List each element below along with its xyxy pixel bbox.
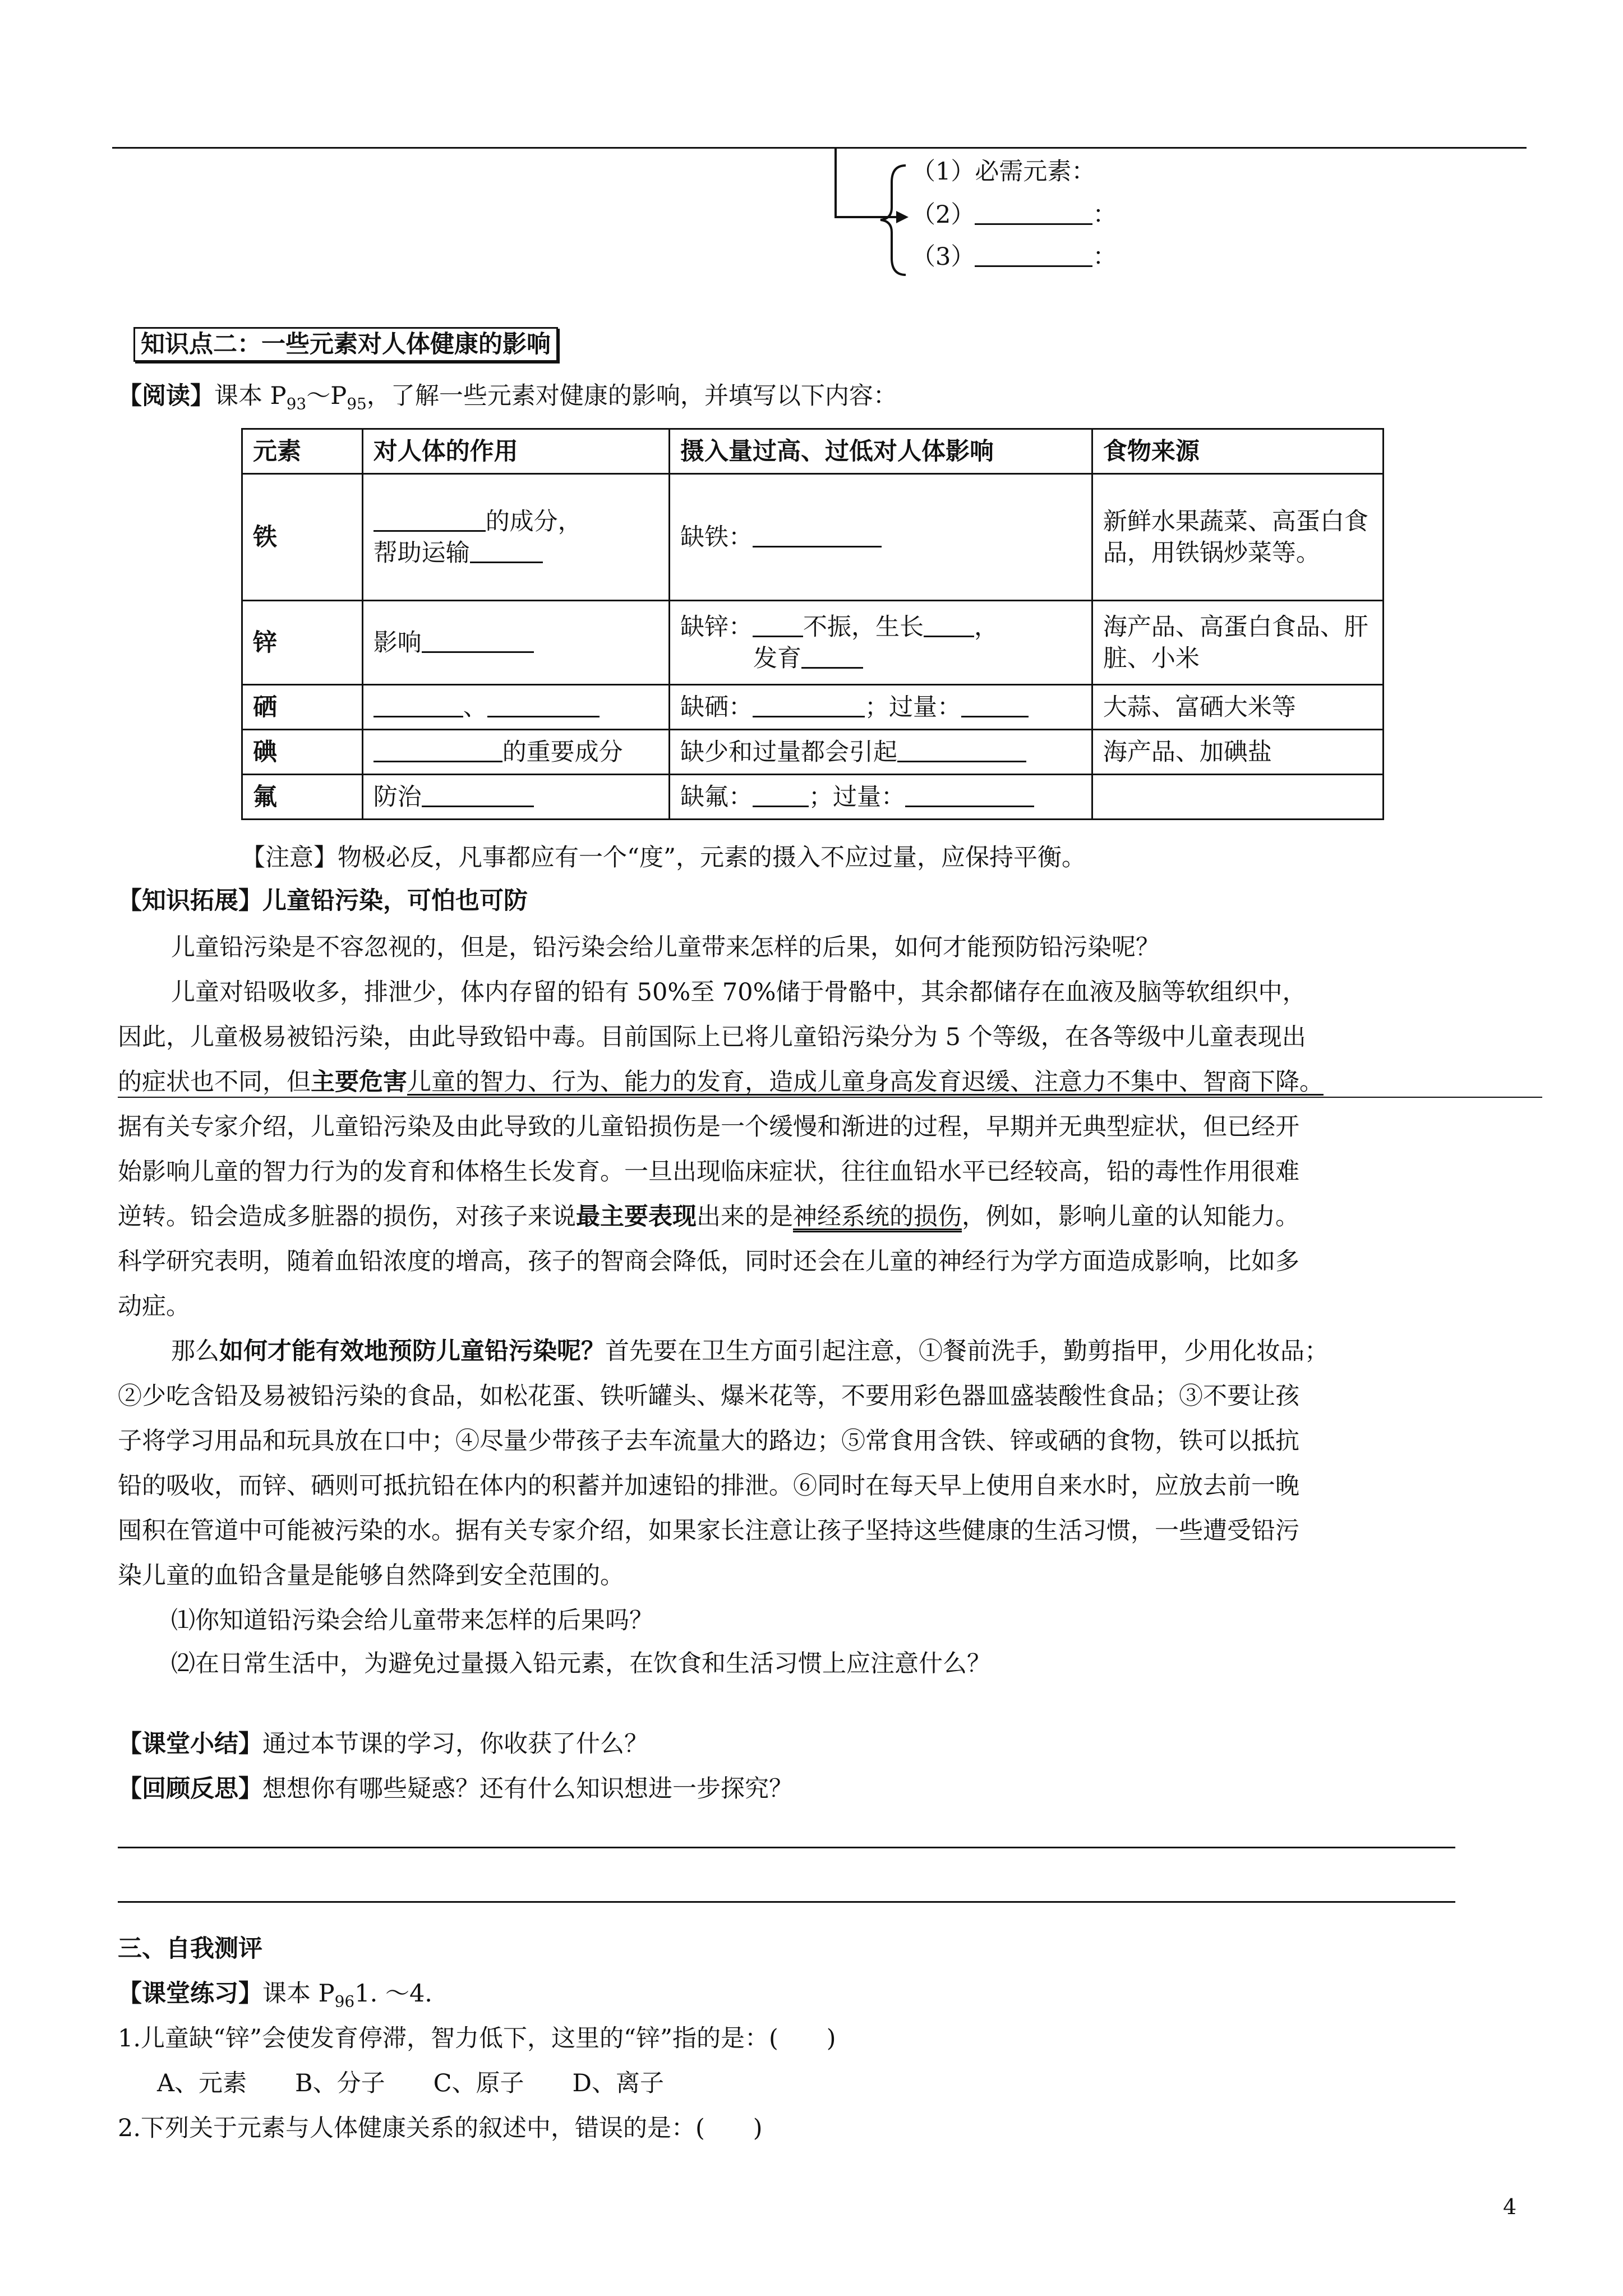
effect-cell: 缺硒： ；过量：	[670, 685, 1092, 730]
para2-line: 据有关专家介绍，儿童铅污染及由此导致的儿童铅损伤是一个缓慢和渐进的过程，早期并无典型症状，但已经开	[118, 1113, 1299, 1141]
table-row	[242, 601, 1384, 685]
food-cell: 新鲜水果蔬菜、高蛋白食品，用铁锅炒菜等。	[1092, 474, 1383, 601]
para1: 儿童铅污染是不容忽视的，但是，铅污染会给儿童带来怎样的后果，如何才能预防铅污染呢？	[171, 933, 1160, 961]
element-cell: 氟	[242, 775, 363, 820]
section3-title: 三、自我测评	[118, 1935, 262, 1963]
table-row	[242, 685, 1384, 730]
role-cell: 的成分， 帮助运输	[362, 474, 669, 601]
answer-line	[118, 1847, 1455, 1848]
para3-line: 那么如何才能有效地预防儿童铅污染呢？首先要在卫生方面引起注意，①餐前洗手，勤剪指甲，少用化妆品；	[171, 1337, 1329, 1365]
para2-line: 因此，儿童极易被铅污染，由此导致铅中毒。目前国际上已将儿童铅污染分为 5 个等级，在各等级中儿童表现出	[118, 1023, 1306, 1051]
section2-title: 知识点二：一些元素对人体健康的影响	[133, 327, 558, 362]
role-cell: 、	[362, 685, 669, 730]
element-table	[241, 428, 1384, 820]
effect-cell: 缺铁：	[670, 474, 1092, 601]
para3-line: 囤积在管道中可能被污染的水。据有关专家介绍，如果家长注意让孩子坚持这些健康的生活习惯，一些遭受铅污	[118, 1517, 1299, 1545]
para2-line: 始影响儿童的智力行为的发育和体格生长发育。一旦出现临床症状，往往血铅水平已经较高，铅的毒性作用很难	[118, 1158, 1299, 1186]
para3-line: 子将学习用品和玩具放在口中；④尽量少带孩子去车流量大的路边；⑤常食用含铁、锌或硒的食物，铁可以抵抗	[118, 1427, 1299, 1455]
table-header: 元素	[242, 429, 363, 474]
underline-rule	[118, 1097, 1542, 1098]
table-row	[242, 775, 1384, 820]
para2-line: 的症状也不同，但主要危害儿童的智力、行为、能力的发育，造成儿童身高发育迟缓、注意力不集中、智商下降。	[118, 1068, 1324, 1096]
element-cell: 铁	[242, 474, 363, 601]
answer-line	[118, 1901, 1455, 1903]
summary: 【课堂小结】通过本节课的学习，你收获了什么？	[118, 1730, 648, 1758]
para3-line: 染儿童的血铅含量是能够自然降到安全范围的。	[118, 1562, 624, 1590]
table-header: 对人体的作用	[362, 429, 669, 474]
page-number: 4	[1503, 2194, 1517, 2219]
exercise-1-options: A、元素 B、分子 C、原子 D、离子	[157, 2069, 665, 2097]
effect-cell: 缺少和过量都会引起	[670, 730, 1092, 775]
table-row	[242, 730, 1384, 775]
para2-line: 动症。	[118, 1292, 190, 1320]
practice: 【课堂练习】课本 $P_{96}1$. ～4.	[118, 1980, 432, 2011]
bracket-item-3: （3） ：	[911, 243, 1117, 271]
para2-line: 儿童对铅吸收多，排泄少，体内存留的铅有 50%至 70%储于骨骼中，其余都储存在血液及脑等软组织中，	[171, 978, 1307, 1006]
para2-line: 科学研究表明，随着血铅浓度的增高，孩子的智商会降低，同时还会在儿童的神经行为学方面造成影响，比如多	[118, 1248, 1299, 1276]
top-rule	[112, 147, 1527, 149]
table-header: 摄入量过高、过低对人体影响	[670, 429, 1092, 474]
para2-line: 逆转。铅会造成多脏器的损伤，对孩子来说最主要表现出来的是神经系统的损伤，例如，影响儿童的认知能力。	[118, 1203, 1299, 1231]
food-cell: 海产品、高蛋白食品、肝脏、小米	[1092, 601, 1383, 685]
bracket-item-2: （2） ：	[911, 201, 1117, 229]
effect-cell: 缺锌： 不振，生长 ， 发育	[670, 601, 1092, 685]
role-cell: 的重要成分	[362, 730, 669, 775]
exercise-1-question: 1.儿童缺“锌”会使发育停滞，智力低下，这里的“锌”指的是：( )	[118, 2024, 836, 2053]
extension-title: 【知识拓展】儿童铅污染，可怕也可防	[118, 887, 528, 915]
bracket-item-1: （1）必需元素：	[911, 158, 1096, 186]
food-cell	[1092, 775, 1383, 820]
brace-icon	[875, 163, 914, 278]
exercise-2-question: 2.下列关于元素与人体健康关系的叙述中，错误的是：( )	[118, 2114, 763, 2142]
food-cell: 海产品、加碘盐	[1092, 730, 1383, 775]
role-cell: 影响	[362, 601, 669, 685]
element-cell: 碘	[242, 730, 363, 775]
role-cell: 防治	[362, 775, 669, 820]
para3-line: 铅的吸收，而锌、硒则可抵抗铅在体内的积蓄并加速铅的排泄。⑥同时在每天早上使用自来水时，应放去前一晚	[118, 1472, 1299, 1500]
element-cell: 锌	[242, 601, 363, 685]
table-row	[242, 474, 1384, 601]
para3-line: ②少吃含铅及易被铅污染的食品，如松花蛋、铁听罐头、爆米花等，不要用彩色器皿盛装酸性食品；③不要让孩	[118, 1382, 1299, 1410]
effect-cell: 缺氟： ；过量：	[670, 775, 1092, 820]
table-header: 食物来源	[1092, 429, 1383, 474]
question-2: ⑵在日常生活中，为避免过量摄入铅元素，在饮食和生活习惯上应注意什么？	[171, 1650, 991, 1678]
question-1: ⑴你知道铅污染会给儿童带来怎样的后果吗？	[171, 1607, 653, 1635]
reflection: 【回顾反思】想想你有哪些疑惑？还有什么知识想进一步探究？	[118, 1775, 793, 1803]
note: 【注意】物极必反，凡事都应有一个“度”，元素的摄入不应过量，应保持平衡。	[241, 844, 1086, 872]
element-cell: 硒	[242, 685, 363, 730]
read-instruction: 【阅读】课本 $P_{93}\sim P_{95}$，了解一些元素对健康的影响，并填写以下内容：	[118, 382, 897, 413]
food-cell: 大蒜、富硒大米等	[1092, 685, 1383, 730]
